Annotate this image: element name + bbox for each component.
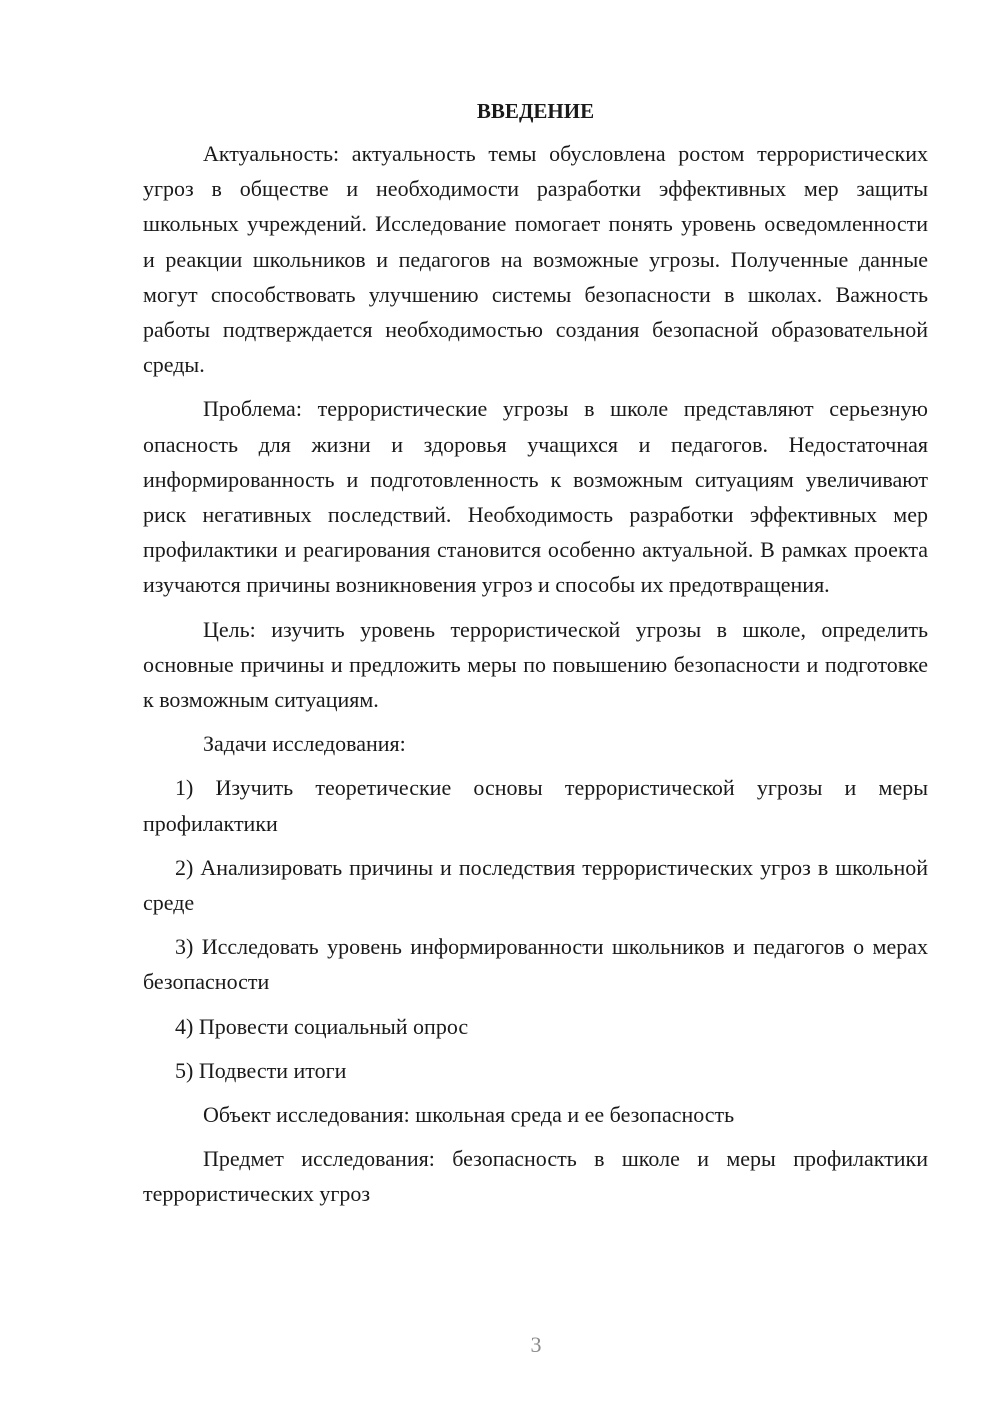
tasks-title: Задачи исследования: (203, 731, 406, 757)
page-number: 3 (530, 1332, 542, 1357)
paragraph-relevance: Актуальность: актуальность темы обусловлена ростом террористических угроз в обществе и необходимости разработки эффективных мер защиты школьных учреждений. Исследование помогает понять уровень осведомленности и реакции школьников и педагогов на возможные угрозы. Полученные данные могут способствовать улучшению системы безопасности в школах. Важность работы подтверждается необходимостью создания безопасной образовательной среды. (143, 141, 928, 378)
task-item-3: 3) Исследовать уровень информированности школьников и педагогов о мерах безопасности (143, 934, 928, 995)
paragraph-problem: Проблема: террористические угрозы в школе представляют серьезную опасность для жизни и здоровья учащихся и педагогов. Недостаточная информированность и подготовленность к возможным ситуациям увеличивают риск негативных последствий. Необходимость разработки эффективных мер профилактики и реагирования становится особенно актуальной. В рамках проекта изучаются причины возникновения угроз и способы их предотвращения. (143, 396, 928, 598)
document-page (143, 96, 928, 1221)
paragraph-goal: Цель: изучить уровень террористической угрозы в школе, определить основные причины и предложить меры по повышению безопасности и подготовке к возможным ситуациям. (143, 616, 928, 713)
task-item-4: 4) Провести социальный опрос (175, 1013, 469, 1039)
task-item-1: 1) Изучить теоретические основы террористической угрозы и меры профилактики (143, 775, 928, 836)
task-item-2: 2) Анализировать причины и последствия террористических угроз в школьной среде (143, 854, 928, 916)
task-item-5: 5) Подвести итоги (175, 1057, 347, 1083)
research-subject: Предмет исследования: безопасность в школе и меры профилактики террористических угроз (143, 1146, 928, 1207)
research-object: Объект исследования: школьная среда и ее безопасность (203, 1102, 735, 1128)
section-heading: ВВЕДЕНИЕ (476, 99, 595, 123)
